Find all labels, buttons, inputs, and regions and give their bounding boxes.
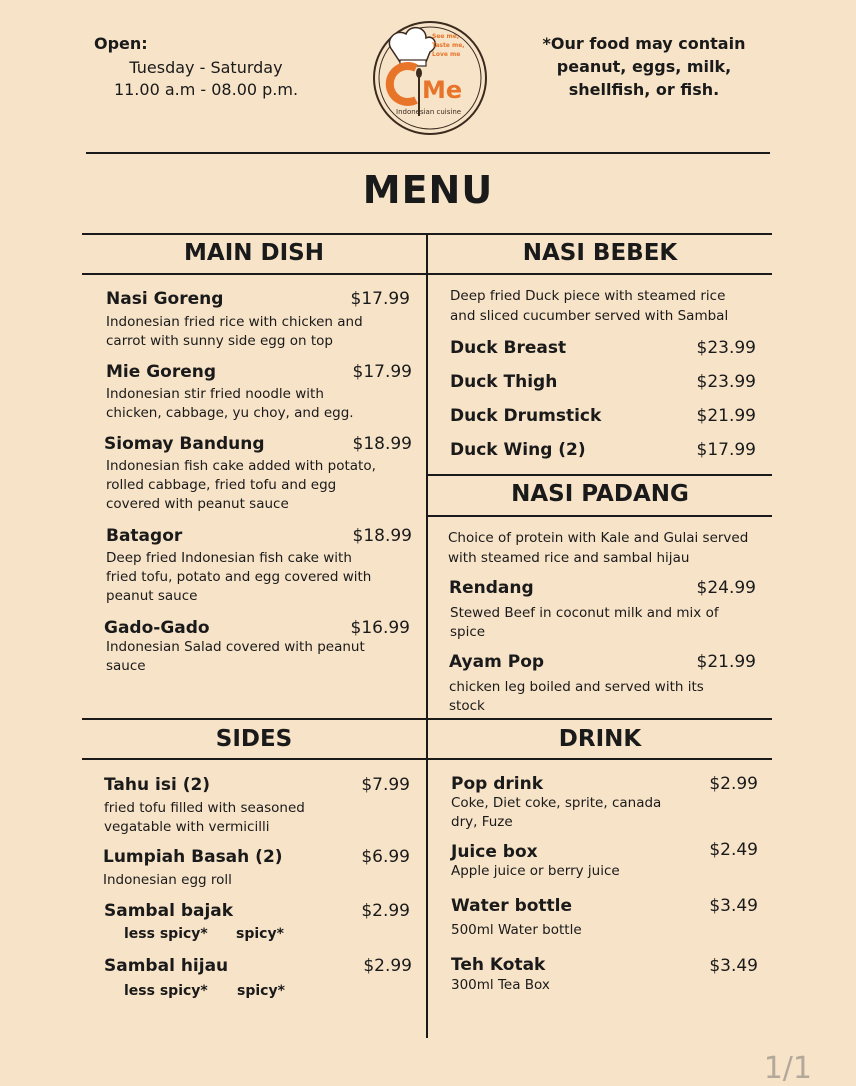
section-title-nasi-bebek: NASI BEBEK: [522, 240, 678, 266]
item-price: $18.99: [352, 526, 412, 546]
item-desc: dry, Fuze: [451, 814, 513, 830]
item-name: Teh Kotak: [451, 955, 546, 975]
spice-option: less spicy*: [124, 926, 208, 942]
item-name: Ayam Pop: [449, 652, 545, 672]
center-divider: [426, 233, 428, 1038]
item-desc: vegatable with vermicilli: [104, 819, 270, 835]
item-name: Duck Drumstick: [450, 406, 602, 426]
item-price: $2.99: [361, 901, 410, 921]
item-price: $7.99: [361, 775, 410, 795]
item-price: $18.99: [352, 434, 412, 454]
menu-title: MENU: [362, 168, 494, 212]
page-indicator: 1/1: [763, 1051, 812, 1086]
item-desc: fried tofu filled with seasoned: [104, 800, 305, 816]
item-name: Mie Goreng: [106, 362, 217, 382]
item-desc: rolled cabbage, fried tofu and egg: [106, 477, 337, 493]
spice-option: less spicy*: [124, 983, 208, 999]
item-desc: chicken leg boiled and served with its: [449, 679, 704, 695]
section-title-sides: SIDES: [215, 726, 293, 752]
item-price: $2.99: [709, 774, 758, 794]
item-price: $3.49: [709, 956, 758, 976]
item-desc: carrot with sunny side egg on top: [106, 333, 333, 349]
item-desc: covered with peanut sauce: [106, 496, 289, 512]
item-name: Sambal bajak: [104, 901, 234, 921]
item-name: Duck Wing (2): [450, 440, 586, 460]
item-price: $21.99: [696, 406, 756, 426]
open-hours: 11.00 a.m - 08.00 p.m.: [113, 80, 299, 99]
top-divider: [86, 152, 770, 154]
item-desc: Indonesian fried rice with chicken and: [106, 314, 363, 330]
section-desc: and sliced cucumber served with Sambal: [450, 308, 729, 324]
item-price: $2.99: [363, 956, 412, 976]
opening-hours: [94, 34, 306, 101]
section-desc: Deep fried Duck piece with steamed rice: [450, 288, 726, 304]
lower-header-line: [82, 758, 772, 760]
section-title-drink: DRINK: [558, 726, 642, 752]
item-name: Sambal hijau: [104, 956, 229, 976]
logo-tagline-3: Love me: [432, 51, 461, 58]
item-desc: chicken, cabbage, yu choy, and egg.: [106, 405, 354, 421]
spice-option: spicy*: [237, 983, 285, 999]
logo-tagline-1: See me,: [432, 33, 460, 40]
item-name: Gado-Gado: [104, 618, 210, 638]
restaurant-logo: [370, 18, 490, 136]
item-desc: sauce: [106, 658, 146, 674]
item-name: Lumpiah Basah (2): [103, 847, 283, 867]
logo-tagline-2: Taste me,: [432, 42, 465, 49]
lower-grid-line: [82, 718, 772, 720]
item-desc: Indonesian stir fried noodle with: [106, 386, 324, 402]
item-desc: Stewed Beef in coconut milk and mix of: [450, 605, 719, 621]
section-title-main-dish: MAIN DISH: [184, 240, 324, 266]
item-name: Juice box: [451, 842, 538, 862]
item-desc: fried tofu, potato and egg covered with: [106, 569, 372, 585]
logo-brand-text: Me: [422, 76, 463, 104]
item-price: $21.99: [696, 652, 756, 672]
item-desc: Apple juice or berry juice: [451, 863, 620, 879]
item-desc: Indonesian Salad covered with peanut: [106, 639, 365, 655]
item-desc: Indonesian egg roll: [103, 872, 232, 888]
item-price: $6.99: [361, 847, 410, 867]
item-price: $3.49: [709, 896, 758, 916]
logo-sub: Indonesian cuisine: [396, 108, 462, 116]
item-name: Pop drink: [451, 774, 544, 794]
item-desc: stock: [449, 698, 485, 714]
allergy-notice: *Our food may contain peanut, eggs, milk, shellfish, or fish.: [542, 34, 746, 99]
item-name: Tahu isi (2): [104, 775, 211, 795]
open-label: Open:: [94, 34, 148, 53]
nasi-padang-top-line: [428, 474, 772, 476]
item-name: Batagor: [106, 526, 183, 546]
nasi-padang-header-line: [428, 515, 772, 517]
section-desc: with steamed rice and sambal hijau: [448, 550, 690, 566]
item-desc: Coke, Diet coke, sprite, canada: [451, 795, 662, 811]
item-desc: peanut sauce: [106, 588, 198, 604]
item-desc: 500ml Water bottle: [451, 922, 582, 938]
section-desc: Choice of protein with Kale and Gulai served: [448, 530, 749, 546]
item-price: $16.99: [350, 618, 410, 638]
item-name: Water bottle: [451, 896, 573, 916]
section-title-nasi-padang: NASI PADANG: [511, 481, 689, 507]
item-name: Duck Breast: [450, 338, 567, 358]
item-desc: Indonesian fish cake added with potato,: [106, 458, 376, 474]
item-desc: Deep fried Indonesian fish cake with: [106, 550, 352, 566]
open-days: Tuesday - Saturday: [129, 58, 283, 77]
item-price: $17.99: [696, 440, 756, 460]
item-price: $17.99: [352, 362, 412, 382]
item-price: $24.99: [696, 578, 756, 598]
item-name: Rendang: [449, 578, 534, 598]
item-name: Nasi Goreng: [106, 289, 224, 309]
item-desc: spice: [450, 624, 486, 640]
item-price: $23.99: [696, 372, 756, 392]
spice-option: spicy*: [236, 926, 284, 942]
item-desc: 300ml Tea Box: [451, 977, 550, 993]
item-price: $17.99: [350, 289, 410, 309]
item-name: Duck Thigh: [450, 372, 558, 392]
item-price: $2.49: [709, 840, 758, 860]
item-price: $23.99: [696, 338, 756, 358]
item-name: Siomay Bandung: [104, 434, 265, 454]
